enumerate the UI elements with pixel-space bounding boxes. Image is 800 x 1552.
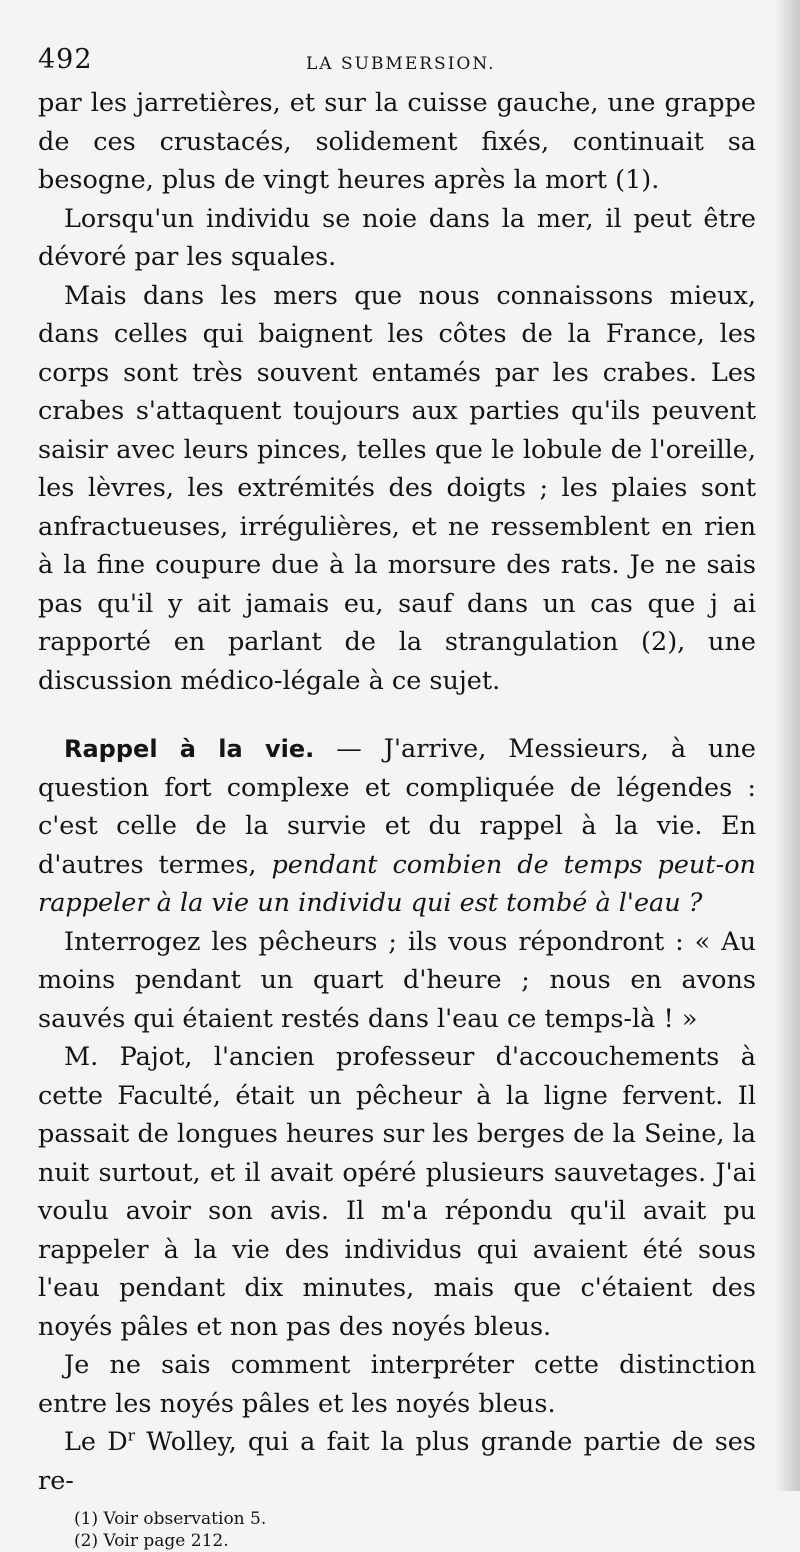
section-question: pendant combien de temps peut-on rappeler à la vie un individu qui est tombé à l'eau ? [38,849,756,918]
wolley-before: Le D [64,1427,128,1457]
section-title: Rappel à la vie. [64,735,315,763]
doctor-superscript: r [127,1426,136,1445]
paragraph-distinction: Je ne sais comment interpréter cette distinction entre les noyés pâles et les noyés bleus. [38,1350,756,1419]
running-head: LA SUBMERSION. [306,54,496,74]
paragraph-pecheurs: Interrogez les pêcheurs ; ils vous répondront : « Au moins pendant un quart d'heure ; nous en avons sauvés qui étaient restés dans l'eau ce temps-là ! » [38,926,756,1034]
page-edge-shadow [774,0,800,1491]
page-header [38,40,756,84]
page-number: 492 [38,44,93,75]
section-rappel [38,730,756,923]
footnotes [38,1508,756,1552]
paragraph-wolley [38,1423,756,1500]
wolley-after: Wolley, qui a fait la plus grande partie de ses re- [38,1427,756,1496]
paragraph-squales: Lorsqu'un individu se noie dans la mer, il peut être dévoré par les squales. [38,203,756,272]
paragraph-crabes: Mais dans les mers que nous connaissons mieux, dans celles qui baignent les côtes de la France, les corps sont très souvent entamés par les crabes. Les crabes s'attaquent toujours aux parties qu'ils peuvent saisir avec leurs pinces, telles que le lobule de l'oreille, les lèvres, les extrémités des doigts ; les plaies sont anfractueuses, irrégulières, et ne ressemblent en rien à la fine coupure due à la morsure des rats. Je ne sais pas qu'il y ait jamais eu, sauf dans un cas que j ai rapporté en parlant de la strangulation (2), une discussion médico-légale à ce sujet. [38,280,756,696]
footnote-1: (1) Voir observation 5. [74,1509,267,1529]
paragraph-pajot: M. Pajot, l'ancien professeur d'accouchements à cette Faculté, était un pêcheur à la ligne fervent. Il passait de longues heures sur les berges de la Seine, la nuit surtout, et il avait opéré plusieurs sauvetages. J'ai voulu avoir son avis. Il m'a répondu qu'il avait pu rappeler à la vie des individus qui avaient été sous l'eau pendant dix minutes, mais que c'étaient des noyés pâles et non pas des noyés bleus. [38,1042,756,1342]
body-text [38,84,756,1500]
paragraph-continuation: par les jarretières, et sur la cuisse gauche, une grappe de ces crustacés, solidement fixés, continuait sa besogne, plus de vingt heures après la mort (1). [38,88,756,195]
section-intro: — J'arrive, Messieurs, à une question fort complexe et compliquée de légendes : c'est celle de la survie et du rappel à la vie. En d'autres termes, [38,734,756,880]
footnote-2: (2) Voir page 212. [74,1531,229,1551]
